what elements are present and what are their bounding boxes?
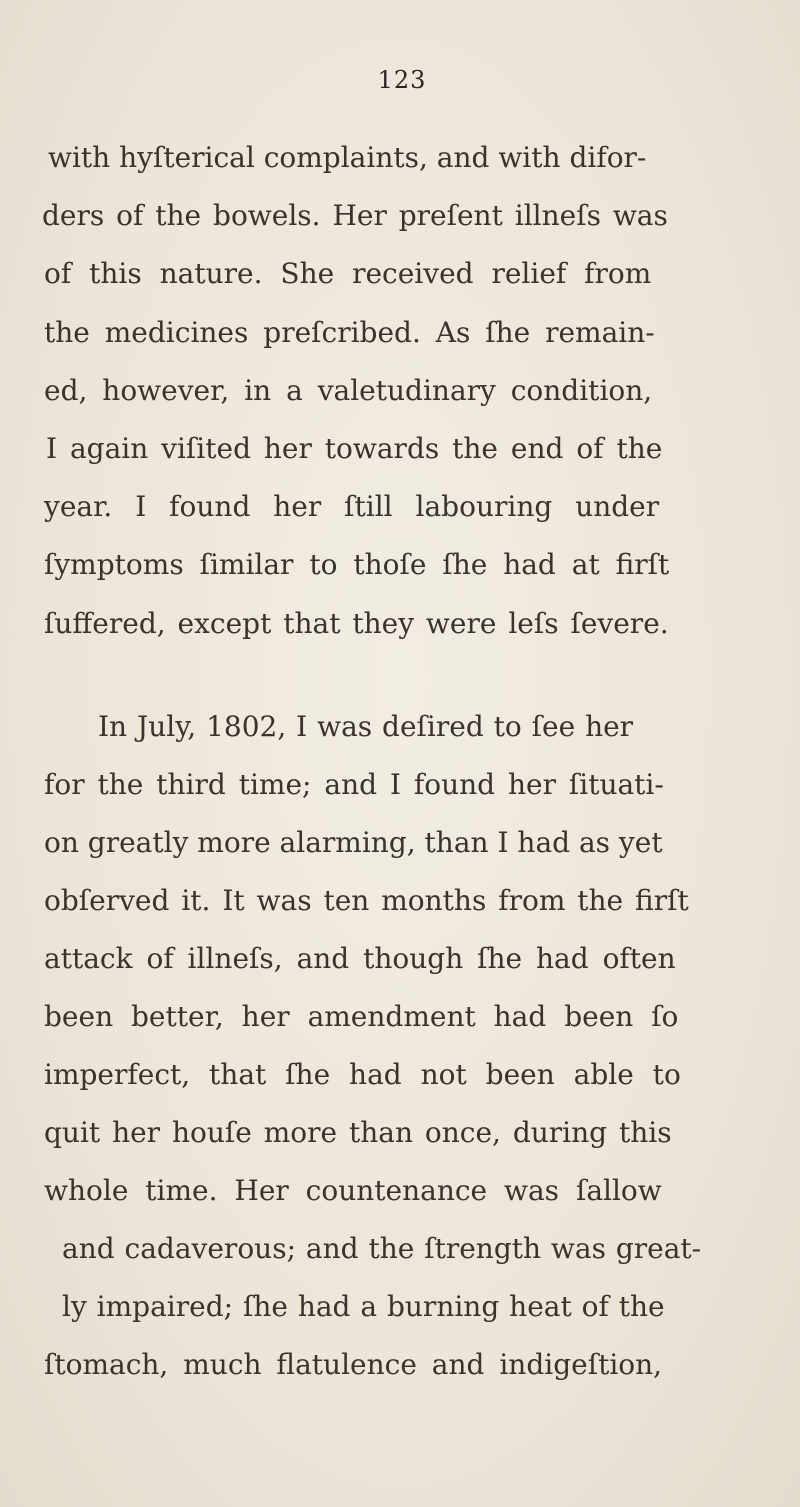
text-line: ders of the bowels. Her preſent illneſs was bbox=[42, 199, 668, 232]
text-line: for the third time; and I found her ſituati- bbox=[44, 768, 664, 801]
text-line: In July, 1802, I was deſired to ſee her bbox=[98, 710, 634, 743]
text-line: of this nature. She received relief from bbox=[44, 257, 652, 290]
text-line: year. I found her ſtill labouring under bbox=[44, 490, 660, 523]
text-line: imperfect, that ſhe had not been able to bbox=[44, 1058, 681, 1091]
text-line: ſtomach, much flatulence and indigeſtion, bbox=[44, 1348, 663, 1381]
text-line: whole time. Her countenance was ſallow bbox=[44, 1174, 662, 1207]
text-line: ed, however, in a valetudinary condition, bbox=[44, 374, 653, 407]
text-line: on greatly more alarming, than I had as yet bbox=[44, 826, 663, 859]
text-line: attack of illneſs, and though ſhe had often bbox=[44, 942, 676, 975]
text-line: with hyſterical complaints, and with difor- bbox=[48, 141, 647, 174]
text-line: the medicines preſcribed. As ſhe remain- bbox=[44, 316, 655, 349]
text-line: and cadaverous; and the ſtrength was great- bbox=[62, 1232, 702, 1265]
text-line: ſuffered, except that they were leſs ſevere. bbox=[44, 607, 669, 640]
text-line: I again viſited her towards the end of the bbox=[46, 432, 663, 465]
text-line: quit her houſe more than once, during this bbox=[44, 1116, 672, 1149]
text-line: been better, her amendment had been ſo bbox=[44, 1000, 679, 1033]
page-number: 123 bbox=[377, 66, 427, 94]
text-line: obſerved it. It was ten months from the firſt bbox=[44, 884, 689, 917]
text-line: ſymptoms ſimilar to thoſe ſhe had at firſt bbox=[44, 548, 670, 581]
text-line: ly impaired; ſhe had a burning heat of the bbox=[62, 1290, 665, 1323]
